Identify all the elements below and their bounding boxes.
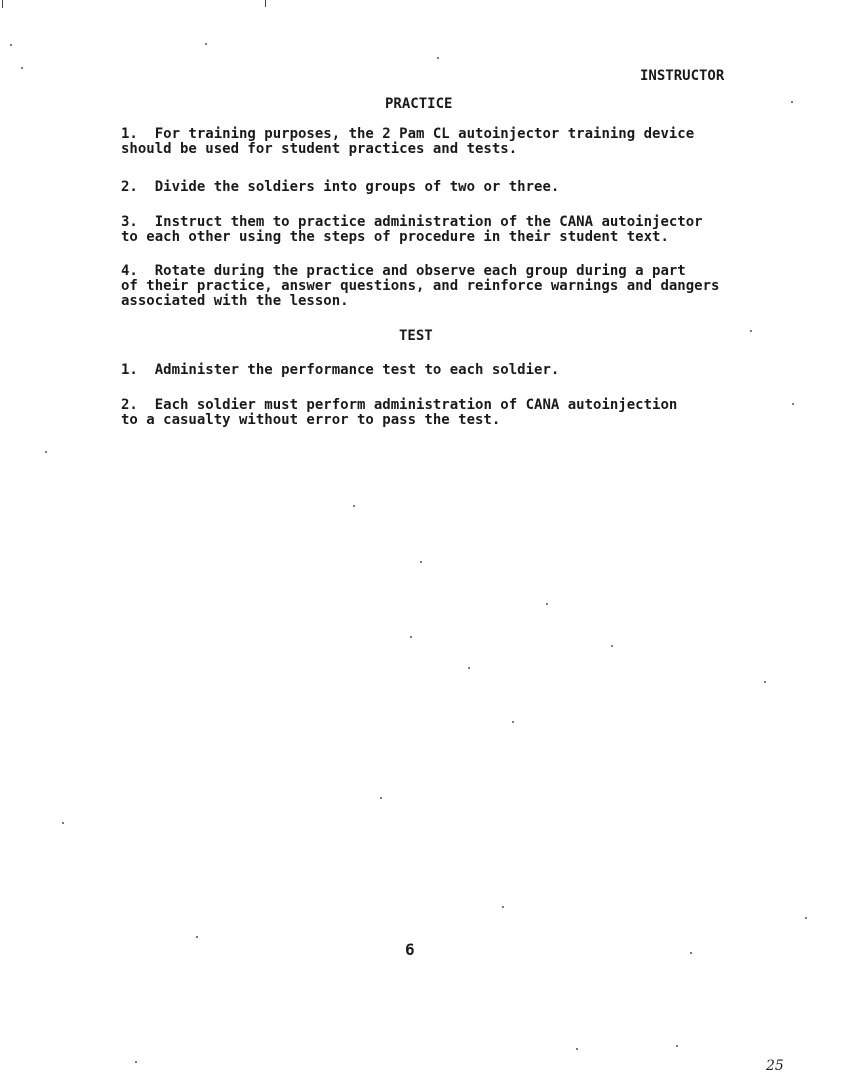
practice-item-1-line-1: For training purposes, the 2 Pam CL autoinjector training device — [154, 126, 695, 142]
scan-speck — [805, 917, 807, 919]
scan-speck — [502, 906, 504, 908]
test-item-1 — [121, 363, 741, 378]
test-item-2-line-2: to a casualty without error to pass the test. — [121, 412, 501, 428]
practice-item-1-line-2: should be used for student practices and tests. — [121, 141, 518, 157]
practice-item-3-line-1: Instruct them to practice administration of the CANA autoinjector — [154, 214, 703, 230]
practice-section-title: PRACTICE — [385, 96, 453, 112]
scan-speck — [791, 101, 793, 103]
test-item-2 — [121, 398, 741, 428]
practice-item-3 — [121, 215, 741, 245]
test-item-1-line-1: Administer the performance test to each soldier. — [154, 362, 560, 378]
scan-speck — [437, 57, 439, 59]
test-item-2-number: 2. — [121, 397, 138, 413]
scan-speck — [45, 451, 47, 453]
test-item-2-line-1: Each soldier must perform administration of CANA autoinjection — [154, 397, 678, 413]
practice-item-2 — [121, 180, 741, 195]
scan-speck — [676, 1045, 678, 1047]
scan-speck — [205, 43, 207, 45]
scan-mark — [265, 0, 266, 7]
header-label: INSTRUCTOR — [640, 68, 725, 84]
practice-item-4-line-3: associated with the lesson. — [121, 293, 349, 309]
scan-speck — [410, 636, 412, 638]
scan-speck — [750, 330, 752, 332]
scan-speck — [353, 505, 355, 507]
practice-item-4-line-2: of their practice, answer questions, and reinforce warnings and dangers — [121, 278, 720, 294]
practice-item-3-number: 3. — [121, 214, 138, 230]
scan-speck — [62, 822, 64, 824]
scan-speck — [380, 797, 382, 799]
scan-speck — [764, 681, 766, 683]
practice-item-2-line-1: Divide the soldiers into groups of two or three. — [154, 179, 560, 195]
scan-speck — [611, 645, 613, 647]
practice-item-2-number: 2. — [121, 179, 138, 195]
practice-item-4 — [121, 264, 741, 309]
scan-speck — [196, 936, 198, 938]
scan-speck — [135, 1061, 137, 1063]
scan-speck — [792, 403, 794, 405]
practice-item-1-number: 1. — [121, 126, 138, 142]
practice-item-3-line-2: to each other using the steps of procedure in their student text. — [121, 229, 669, 245]
practice-item-1 — [121, 127, 741, 157]
scan-speck — [576, 1048, 578, 1050]
scan-speck — [546, 603, 548, 605]
scan-speck — [512, 721, 514, 723]
scan-speck — [690, 952, 692, 954]
scan-speck — [21, 67, 23, 69]
test-item-1-number: 1. — [121, 362, 138, 378]
scan-speck — [420, 561, 422, 563]
corner-handwritten-mark: 25 — [766, 1058, 784, 1074]
test-section-title: TEST — [399, 328, 433, 344]
practice-item-4-number: 4. — [121, 263, 138, 279]
page-number: 6 — [405, 940, 415, 959]
practice-item-4-line-1: Rotate during the practice and observe each group during a part — [154, 263, 686, 279]
scan-mark — [2, 0, 3, 8]
scan-speck — [10, 44, 12, 46]
scan-speck — [468, 667, 470, 669]
